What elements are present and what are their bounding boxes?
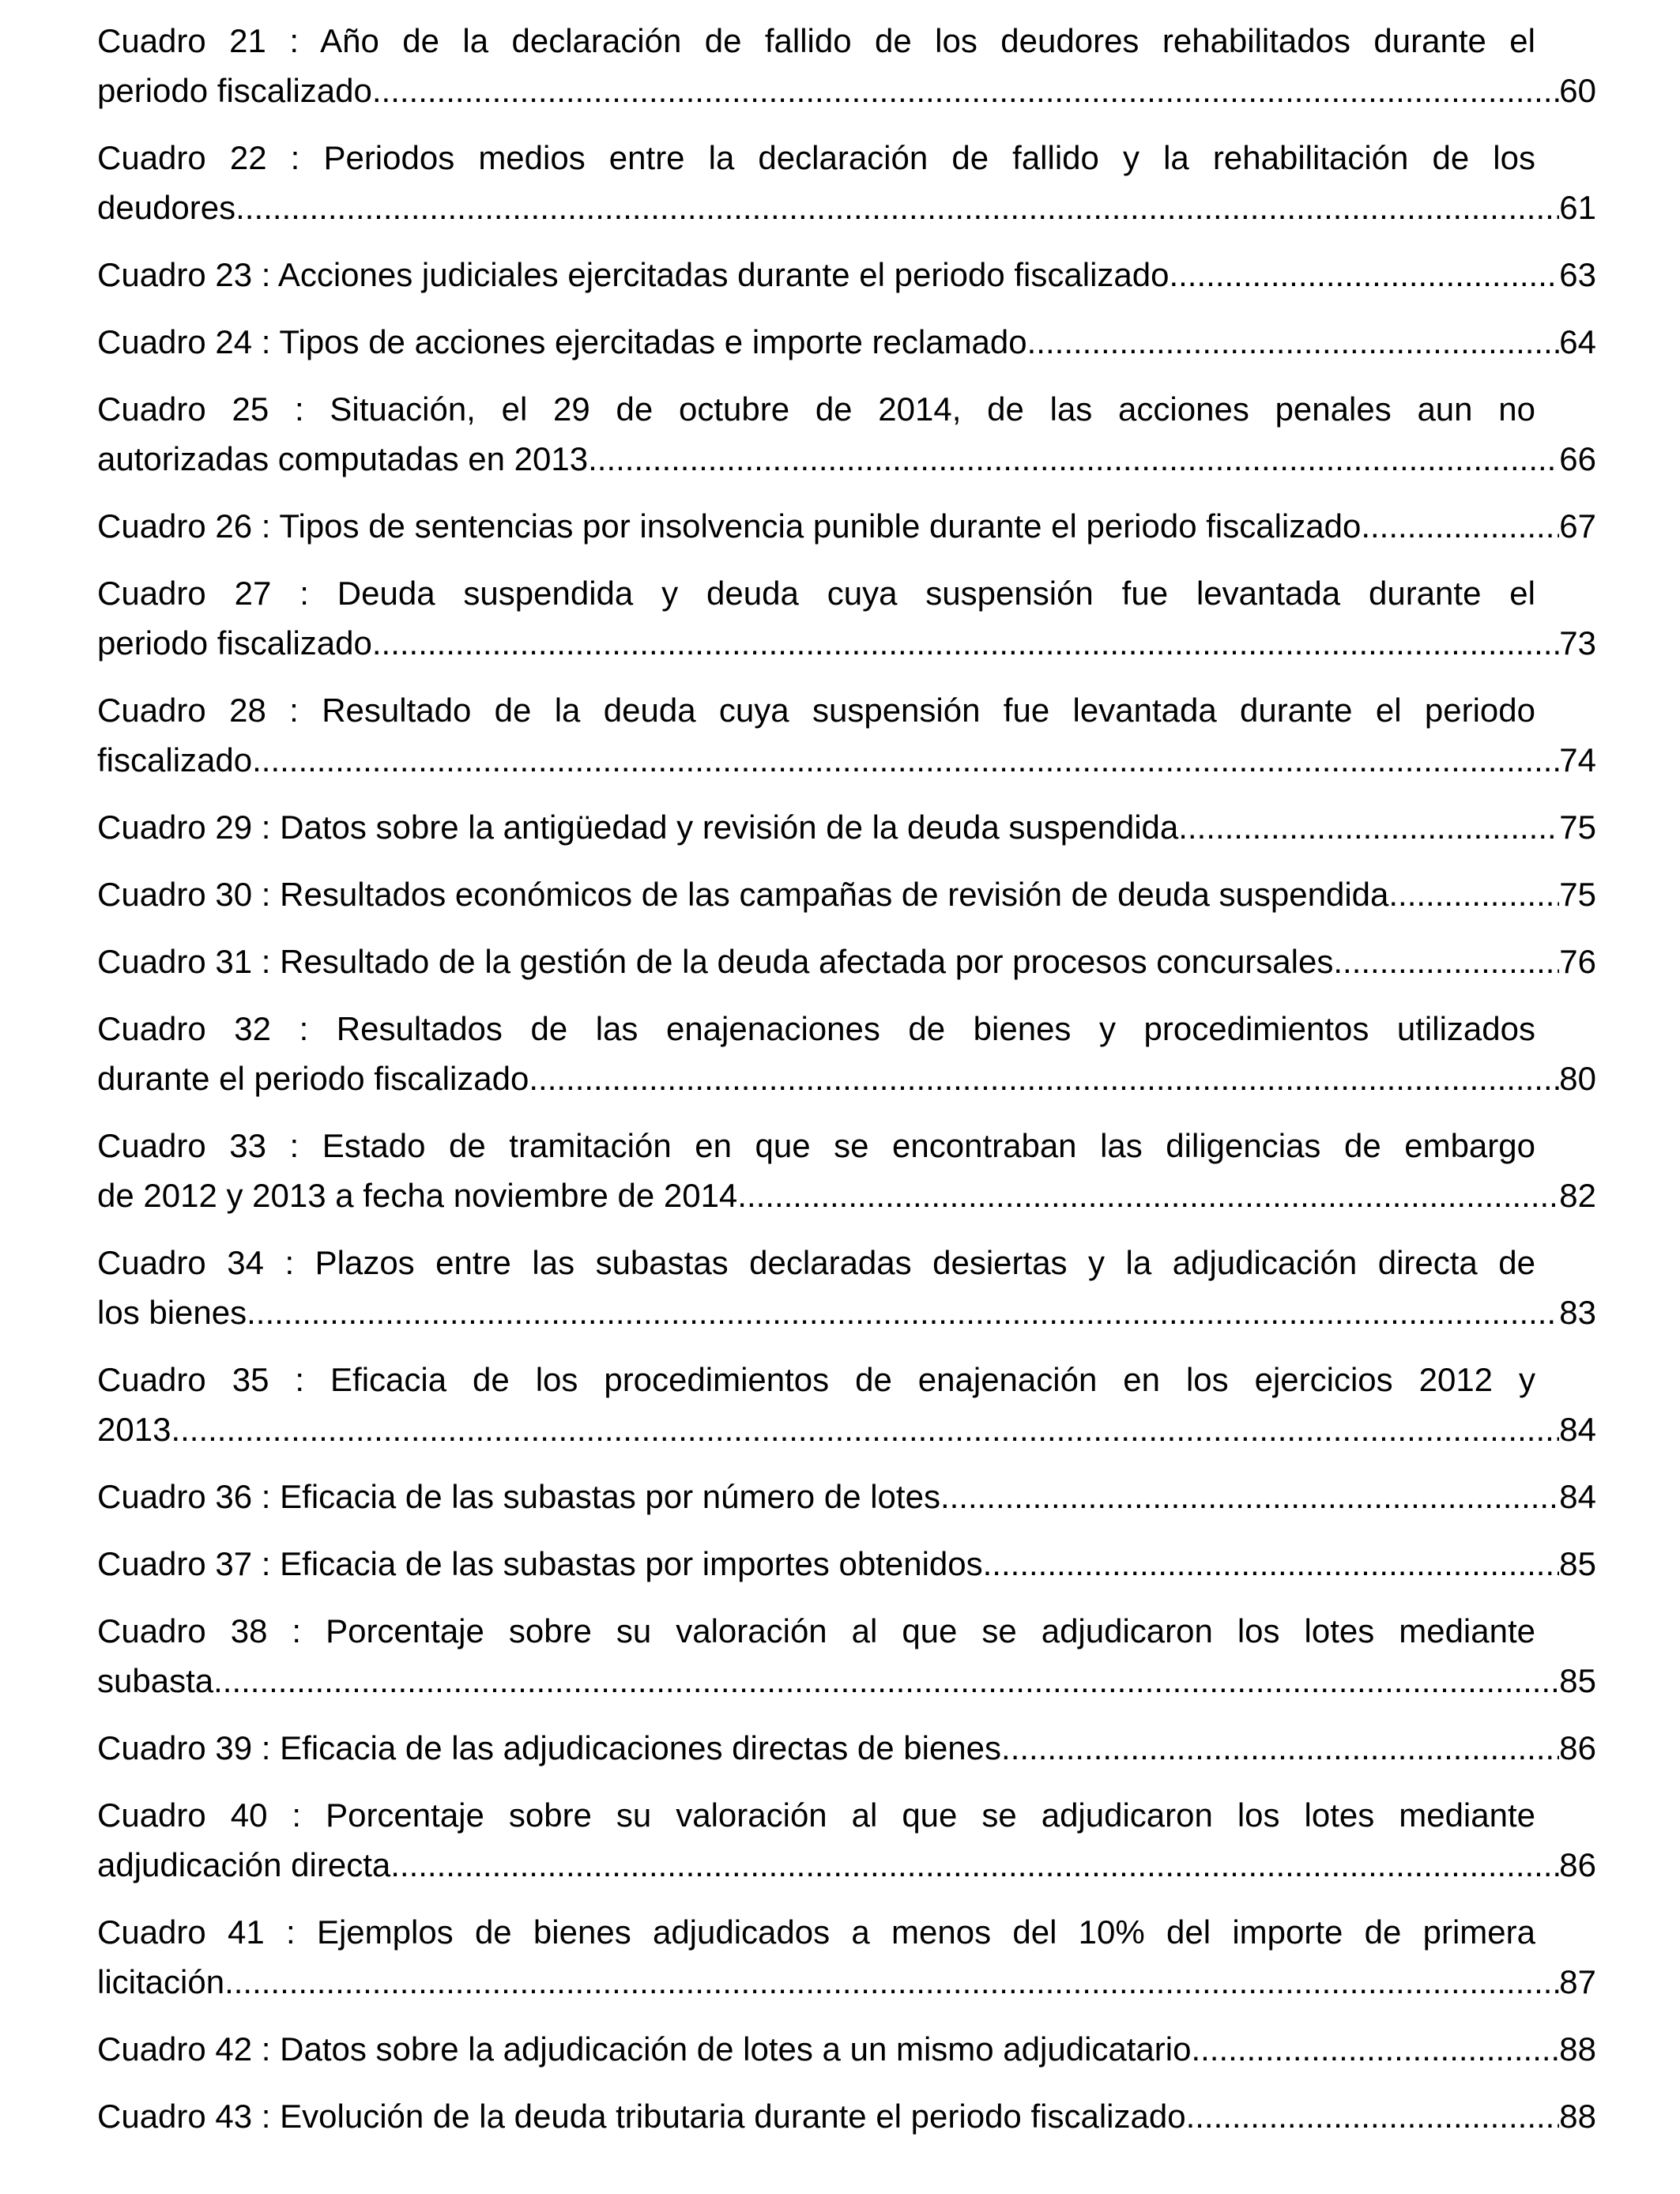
toc-entry-title-line: Cuadro 22 : Periodos medios entre la declaración de fallido y la rehabilitación de los	[97, 139, 1535, 176]
dot-leader	[1027, 317, 1560, 367]
toc-entry-title-line: Cuadro 40 : Porcentaje sobre su valoración al que se adjudicaron los lotes mediante	[97, 1796, 1535, 1834]
table-of-contents	[97, 16, 1596, 2158]
toc-entry-last-line	[97, 434, 1596, 484]
toc-entry-page-number: 66	[1559, 440, 1596, 477]
dot-leader	[224, 1957, 1559, 2007]
toc-entry-title-text: Cuadro 43 : Evolución de la deuda tributaria durante el periodo fiscalizado	[97, 2098, 1186, 2135]
toc-entry-title-text: Cuadro 29 : Datos sobre la antigüedad y revisión de la deuda suspendida	[97, 809, 1179, 846]
toc-entry-page-number: 88	[1559, 2098, 1596, 2135]
toc-entry[interactable]	[97, 1472, 1596, 1521]
toc-entry-page-number: 76	[1559, 943, 1596, 980]
toc-entry-page-number: 73	[1559, 624, 1596, 662]
toc-entry-page-number: 74	[1559, 741, 1596, 778]
toc-entry-title-text: Cuadro 36 : Eficacia de las subastas por número de lotes	[97, 1478, 940, 1515]
toc-entry-title-text: de 2012 y 2013 a fecha noviembre de 2014	[97, 1177, 738, 1214]
dot-leader	[1333, 937, 1559, 986]
toc-entry-page-number: 82	[1559, 1177, 1596, 1214]
toc-entry-last-line	[97, 1472, 1596, 1521]
toc-entry-last-line	[97, 250, 1596, 300]
toc-entry-title-text: Cuadro 39 : Eficacia de las adjudicaciones directas de bienes	[97, 1729, 1002, 1766]
toc-entry-last-line	[97, 1957, 1596, 2007]
toc-entry[interactable]	[97, 1121, 1596, 1220]
toc-entry[interactable]	[97, 1907, 1596, 2007]
dot-leader	[372, 618, 1559, 668]
toc-entry-title-line: Cuadro 38 : Porcentaje sobre su valoración al que se adjudicaron los lotes mediante	[97, 1612, 1535, 1649]
toc-entry-title-line: Cuadro 41 : Ejemplos de bienes adjudicados a menos del 10% del importe de primera	[97, 1913, 1535, 1951]
toc-entry-title-text: adjudicación directa	[97, 1846, 391, 1883]
toc-entry-page-number: 75	[1559, 876, 1596, 913]
dot-leader	[529, 1054, 1559, 1103]
toc-entry-title-text: Cuadro 26 : Tipos de sentencias por insolvencia punible durante el periodo fiscalizado	[97, 507, 1362, 545]
toc-entry[interactable]	[97, 2091, 1596, 2141]
toc-entry-page-number: 80	[1559, 1060, 1596, 1097]
dot-leader	[1186, 2091, 1560, 2141]
dot-leader	[1001, 1723, 1559, 1773]
dot-leader	[1169, 250, 1559, 300]
toc-entry-last-line	[97, 66, 1596, 115]
toc-entry[interactable]	[97, 802, 1596, 852]
toc-entry-last-line	[97, 1171, 1596, 1220]
toc-entry-title-text: periodo fiscalizado	[97, 72, 372, 109]
toc-entry-page-number: 88	[1559, 2030, 1596, 2068]
toc-entry-title-line: Cuadro 35 : Eficacia de los procedimientos de enajenación en los ejercicios 2012 y	[97, 1361, 1535, 1398]
toc-entry[interactable]	[97, 937, 1596, 986]
toc-entry[interactable]	[97, 133, 1596, 232]
toc-entry-page-number: 63	[1559, 256, 1596, 293]
toc-entry-title-text: 2013	[97, 1411, 171, 1448]
toc-entry-last-line	[97, 1404, 1596, 1454]
toc-entry-last-line	[97, 1723, 1596, 1773]
toc-entry-last-line	[97, 2091, 1596, 2141]
dot-leader	[213, 1656, 1559, 1706]
dot-leader	[390, 1840, 1559, 1890]
toc-entry-title-line: Cuadro 25 : Situación, el 29 de octubre de 2014, de las acciones penales aun no	[97, 390, 1535, 428]
toc-entry-last-line	[97, 802, 1596, 852]
toc-entry-title-line: Cuadro 28 : Resultado de la deuda cuya suspensión fue levantada durante el periodo	[97, 692, 1535, 729]
toc-entry-last-line	[97, 1656, 1596, 1706]
toc-entry-page-number: 61	[1559, 189, 1596, 226]
toc-entry-page-number: 83	[1559, 1294, 1596, 1331]
dot-leader	[1361, 501, 1559, 551]
toc-entry-title-text: subasta	[97, 1662, 214, 1699]
toc-entry[interactable]	[97, 1606, 1596, 1706]
dot-leader	[252, 735, 1559, 785]
toc-entry-page-number: 60	[1559, 72, 1596, 109]
toc-entry-title-text: Cuadro 30 : Resultados económicos de las campañas de revisión de deuda suspendida	[97, 876, 1389, 913]
dot-leader	[737, 1171, 1559, 1220]
toc-entry-title-text: Cuadro 23 : Acciones judiciales ejercitadas durante el periodo fiscalizado	[97, 256, 1170, 293]
toc-entry-last-line	[97, 183, 1596, 232]
toc-entry-page-number: 86	[1559, 1846, 1596, 1883]
dot-leader	[372, 66, 1559, 115]
dot-leader	[588, 434, 1559, 484]
toc-entry-title-line: Cuadro 32 : Resultados de las enajenaciones de bienes y procedimientos utilizados	[97, 1010, 1535, 1047]
toc-entry[interactable]	[97, 685, 1596, 785]
toc-entry[interactable]	[97, 1539, 1596, 1589]
toc-entry[interactable]	[97, 869, 1596, 919]
toc-entry-last-line	[97, 735, 1596, 785]
toc-entry[interactable]	[97, 16, 1596, 115]
toc-entry-title-text: Cuadro 37 : Eficacia de las subastas por importes obtenidos	[97, 1545, 983, 1582]
toc-entry-last-line	[97, 501, 1596, 551]
toc-entry-title-text: durante el periodo fiscalizado	[97, 1060, 529, 1097]
toc-entry-page-number: 85	[1559, 1662, 1596, 1699]
toc-entry-title-line: Cuadro 27 : Deuda suspendida y deuda cuya suspensión fue levantada durante el	[97, 575, 1535, 612]
toc-entry[interactable]	[97, 250, 1596, 300]
toc-entry-last-line	[97, 618, 1596, 668]
toc-entry-title-line: Cuadro 21 : Año de la declaración de fallido de los deudores rehabilitados durante el	[97, 22, 1535, 59]
dot-leader	[235, 183, 1559, 232]
toc-entry-page-number: 67	[1559, 507, 1596, 545]
dot-leader	[1191, 2024, 1559, 2074]
toc-entry-title-text: periodo fiscalizado	[97, 624, 372, 662]
toc-entry[interactable]	[97, 384, 1596, 484]
toc-entry[interactable]	[97, 1238, 1596, 1337]
toc-entry-last-line	[97, 937, 1596, 986]
toc-entry-page-number: 84	[1559, 1411, 1596, 1448]
dot-leader	[247, 1287, 1559, 1337]
toc-entry-title-text: autorizadas computadas en 2013	[97, 440, 589, 477]
toc-entry-title-text: los bienes	[97, 1294, 247, 1331]
toc-entry-last-line	[97, 1287, 1596, 1337]
toc-entry[interactable]	[97, 501, 1596, 551]
toc-entry-last-line	[97, 869, 1596, 919]
toc-entry-title-line: Cuadro 34 : Plazos entre las subastas declaradas desiertas y la adjudicación directa de	[97, 1244, 1535, 1281]
toc-entry-last-line	[97, 1054, 1596, 1103]
toc-entry[interactable]	[97, 1355, 1596, 1454]
toc-entry-page-number: 84	[1559, 1478, 1596, 1515]
toc-entry[interactable]	[97, 2024, 1596, 2074]
toc-entry-page-number: 85	[1559, 1545, 1596, 1582]
toc-entry[interactable]	[97, 1004, 1596, 1103]
toc-entry-title-text: licitación	[97, 1963, 225, 2000]
dot-leader	[1388, 869, 1559, 919]
toc-entry-last-line	[97, 1840, 1596, 1890]
dot-leader	[983, 1539, 1560, 1589]
toc-entry-page-number: 75	[1559, 809, 1596, 846]
toc-entry-page-number: 64	[1559, 323, 1596, 360]
toc-entry[interactable]	[97, 568, 1596, 668]
dot-leader	[171, 1404, 1559, 1454]
toc-entry[interactable]	[97, 317, 1596, 367]
toc-entry-page-number: 86	[1559, 1729, 1596, 1766]
toc-entry-last-line	[97, 1539, 1596, 1589]
toc-entry-title-line: Cuadro 33 : Estado de tramitación en que se encontraban las diligencias de embargo	[97, 1127, 1535, 1164]
toc-entry-title-text: deudores	[97, 189, 236, 226]
toc-entry-title-text: Cuadro 42 : Datos sobre la adjudicación de lotes a un mismo adjudicatario	[97, 2030, 1192, 2068]
dot-leader	[1178, 802, 1559, 852]
toc-entry-title-text: Cuadro 24 : Tipos de acciones ejercitadas e importe reclamado	[97, 323, 1027, 360]
toc-entry[interactable]	[97, 1790, 1596, 1890]
toc-entry-title-text: Cuadro 31 : Resultado de la gestión de la deuda afectada por procesos concursales	[97, 943, 1334, 980]
toc-entry-last-line	[97, 317, 1596, 367]
toc-entry-last-line	[97, 2024, 1596, 2074]
dot-leader	[940, 1472, 1559, 1521]
toc-entry[interactable]	[97, 1723, 1596, 1773]
toc-entry-page-number: 87	[1559, 1963, 1596, 2000]
toc-entry-title-text: fiscalizado	[97, 741, 253, 778]
